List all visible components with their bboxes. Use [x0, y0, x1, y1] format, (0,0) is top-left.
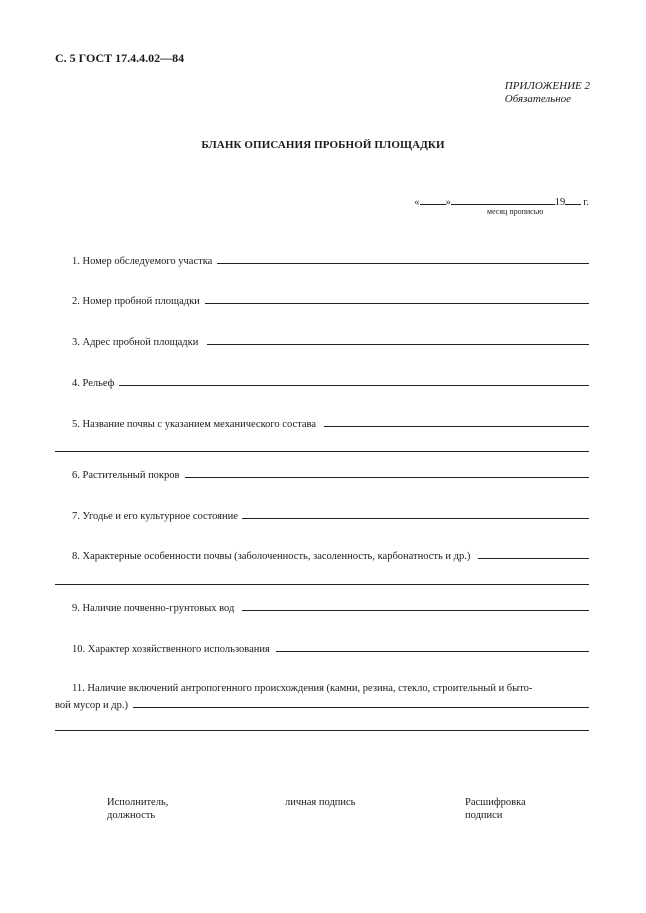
date-close-quote: » — [445, 197, 451, 208]
signature-executor-line1: Исполнитель, — [107, 797, 169, 808]
field-10-line[interactable] — [276, 641, 589, 652]
field-2-line[interactable] — [205, 293, 589, 304]
appendix-title: ПРИЛОЖЕНИЕ 2 — [504, 80, 590, 92]
field-1[interactable] — [55, 253, 589, 267]
signature-decode-line2: подписи — [465, 810, 503, 821]
field-11-label-line1: 11. Наличие включений антропогенного происхождения (камни, резина, стекло, строительный и быто- — [72, 683, 533, 694]
field-1-line[interactable] — [217, 253, 589, 264]
field-11[interactable] — [55, 697, 589, 711]
field-5-continuation-line[interactable] — [55, 451, 589, 452]
field-6-line[interactable] — [185, 467, 590, 478]
field-6-label: 6. Растительный покров — [72, 470, 180, 481]
field-8-continuation-line[interactable] — [55, 584, 589, 585]
signature-personal-label: личная подпись — [285, 797, 356, 808]
date-field[interactable] — [414, 193, 589, 208]
field-8-line[interactable] — [478, 548, 589, 559]
date-year-suffix: г. — [583, 197, 589, 208]
field-7[interactable] — [55, 508, 589, 522]
field-5[interactable] — [55, 416, 589, 430]
field-6[interactable] — [55, 467, 589, 481]
form-title: БЛАНК ОПИСАНИЯ ПРОБНОЙ ПЛОЩАДКИ — [201, 139, 445, 151]
date-year-prefix: 19 — [554, 197, 566, 208]
field-5-line[interactable] — [324, 416, 589, 427]
field-10-label: 10. Характер хозяйственного использования — [72, 644, 270, 655]
field-1-label: 1. Номер обследуемого участка — [72, 256, 213, 267]
field-7-line[interactable] — [242, 508, 589, 519]
signature-executor-line2: должность — [107, 810, 156, 821]
field-8-label: 8. Характерные особенности почвы (заболоченность, засоленность, карбонатность и др.) — [72, 551, 471, 562]
field-2-label: 2. Номер пробной площадки — [72, 296, 200, 307]
field-9-line[interactable] — [242, 600, 589, 611]
date-open-quote: « — [414, 197, 420, 208]
field-3-label: 3. Адрес пробной площадки — [72, 337, 199, 348]
field-8[interactable] — [55, 548, 589, 562]
date-month-blank[interactable] — [451, 193, 555, 205]
field-2[interactable] — [55, 293, 589, 307]
field-11-text — [55, 683, 589, 694]
signature-decode — [465, 796, 526, 822]
signature-personal — [285, 796, 355, 809]
page-header: С. 5 ГОСТ 17.4.4.02—84 — [55, 51, 185, 65]
signature-executor — [107, 796, 168, 822]
field-11-label-line2: вой мусор и др.) — [55, 700, 129, 711]
field-4-label: 4. Рельеф — [72, 378, 115, 389]
field-11-line[interactable] — [133, 697, 589, 708]
field-3[interactable] — [55, 334, 589, 348]
date-year-blank[interactable] — [565, 193, 581, 205]
date-month-hint: месяц прописью — [487, 207, 544, 216]
field-4-line[interactable] — [119, 375, 589, 386]
field-7-label: 7. Угодье и его культурное состояние — [72, 511, 238, 522]
field-5-label: 5. Название почвы с указанием механического состава — [72, 419, 316, 430]
field-10[interactable] — [55, 641, 589, 655]
date-day-blank[interactable] — [420, 193, 446, 205]
field-4[interactable] — [55, 375, 589, 389]
appendix-subtitle: Обязательное — [504, 93, 572, 105]
appendix-label — [505, 80, 590, 106]
field-11-continuation-line[interactable] — [55, 730, 589, 731]
field-9[interactable] — [55, 600, 589, 614]
signature-decode-line1: Расшифровка — [465, 797, 526, 808]
field-3-line[interactable] — [207, 334, 589, 345]
field-9-label: 9. Наличие почвенно-грунтовых вод — [72, 603, 235, 614]
